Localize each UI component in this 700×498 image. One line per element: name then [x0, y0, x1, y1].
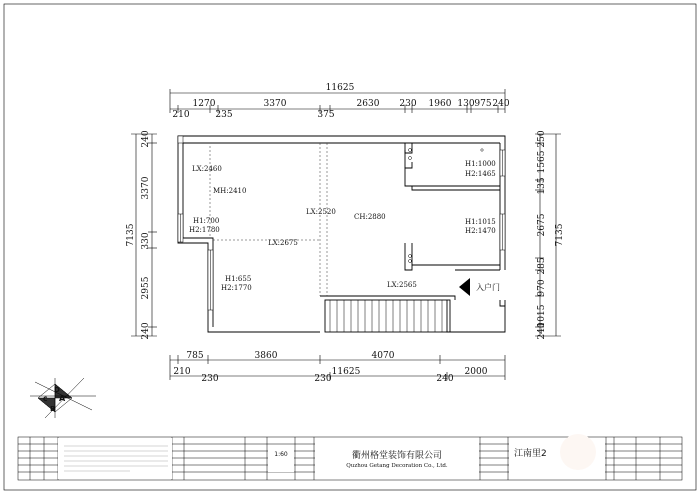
top-dim: 975	[474, 99, 492, 109]
top-dim: 1960	[428, 99, 452, 109]
compass-letter: A	[59, 394, 66, 403]
title-block-scale-cell	[268, 445, 294, 472]
right-dim: 240	[537, 322, 547, 340]
top-dim: 375	[317, 110, 335, 120]
top-total-dim: 11625	[325, 83, 355, 93]
right-dim: 970	[537, 279, 547, 297]
compass-letter: B	[50, 405, 56, 413]
compass-letter: C	[43, 396, 48, 403]
company-name-cn: 衢州格堂装饰有限公司	[351, 451, 443, 461]
bottom-dim: 240	[436, 374, 454, 384]
lx-label: LX:2460	[192, 165, 222, 173]
right-dim: 135	[537, 177, 547, 195]
window-h2-label: H2:1770	[221, 284, 252, 292]
project-name-smudge	[560, 434, 596, 470]
bottom-dim: 785	[186, 351, 204, 361]
mh-label: MH:2410	[213, 187, 247, 195]
entrance-label: 入户门	[476, 283, 500, 292]
top-dim: 210	[172, 110, 190, 120]
title-block-notes-cell	[58, 438, 172, 479]
bottom-dim: 210	[173, 367, 191, 377]
bottom-dim: 3860	[254, 351, 278, 361]
right-dim: 285	[537, 257, 547, 275]
staircase	[330, 300, 442, 332]
left-dim: 240	[141, 130, 151, 148]
top-dim: 130	[457, 99, 475, 109]
entrance-arrow-icon	[459, 278, 470, 296]
window-h1-label: H1:700	[193, 217, 220, 225]
right-dim: 2675	[537, 213, 547, 237]
top-dim: 230	[399, 99, 417, 109]
window-h1-label: H1:655	[225, 275, 252, 283]
left-dim: 2955	[141, 276, 151, 300]
project-name: 江南里2	[514, 449, 547, 459]
lx-label: LX:2675	[268, 239, 298, 247]
walls	[178, 136, 505, 332]
ch-label: CH:2880	[354, 213, 386, 221]
bottom-dim: 230	[201, 374, 219, 384]
window-h1-label: H1:1000	[465, 160, 496, 168]
window-h2-label: H2:1780	[189, 226, 220, 234]
top-dim: 235	[215, 110, 233, 120]
lx-label: LX:2520	[306, 208, 336, 216]
top-dim: 240	[492, 99, 510, 109]
bottom-dim: 230	[314, 374, 332, 384]
bottom-total-dim: 11625	[331, 367, 361, 377]
left-dim: 240	[141, 322, 151, 340]
company-name-en: Quzhou Getang Decoration Co., Ltd.	[346, 463, 448, 469]
right-dim: 1565	[537, 150, 547, 174]
bottom-dim: 4070	[371, 351, 395, 361]
left-total-dim: 7135	[126, 223, 136, 247]
bottom-dim: 2000	[464, 367, 488, 377]
top-dim: 1270	[192, 99, 216, 109]
left-dim: 330	[141, 232, 151, 250]
left-dim: 3370	[141, 176, 151, 200]
window-h2-label: H2:1465	[465, 170, 496, 178]
sheet-border	[4, 4, 696, 490]
lx-label: LX:2565	[387, 281, 417, 289]
ceiling-lines	[210, 143, 327, 296]
right-dim: 1015	[537, 304, 547, 328]
right-dim: 250	[537, 130, 547, 148]
top-dim: 3370	[263, 99, 287, 109]
window-h1-label: H1:1015	[465, 218, 496, 226]
window-h2-label: H2:1470	[465, 227, 496, 235]
compass-letter: D	[54, 386, 60, 394]
drawing-scale: 1:60	[274, 451, 288, 458]
top-dim: 2630	[356, 99, 380, 109]
right-total-dim: 7135	[555, 223, 565, 247]
